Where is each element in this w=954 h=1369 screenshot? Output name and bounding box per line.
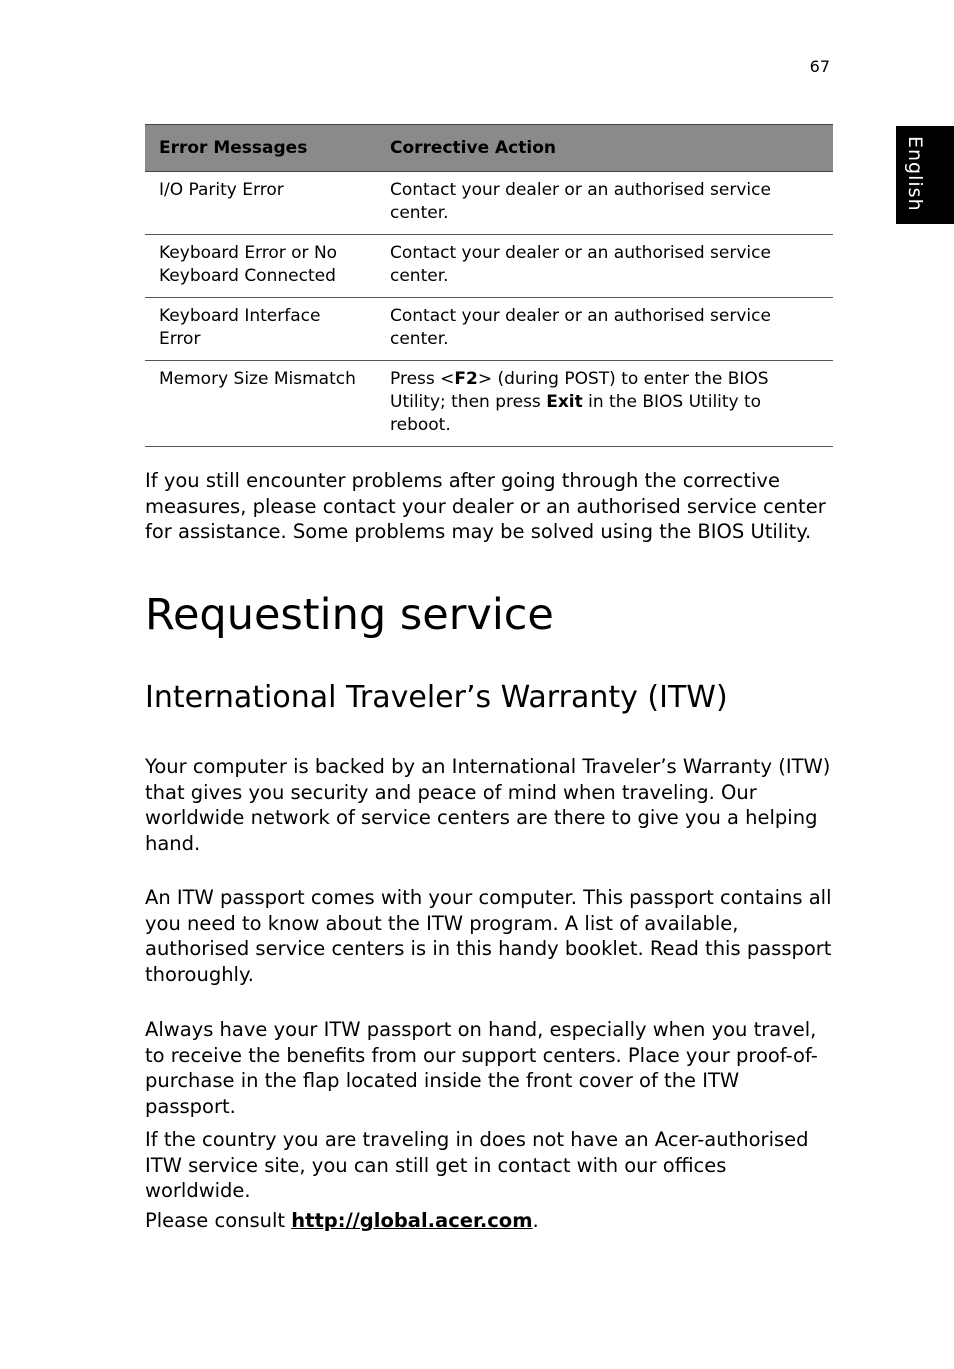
paragraph-no-service-site: If the country you are traveling in does not have an Acer-authorised ITW service site, you can still get in contact with our offices worldwide. xyxy=(145,1128,809,1202)
paragraph-itw-passport: An ITW passport comes with your computer. This passport contains all you need to know about the ITW program. A list of available, authorised service centers is in this handy booklet. Read this passport thoroughly. xyxy=(145,886,832,986)
intro-paragraph: If you still encounter problems after going through the corrective measures, please contact your dealer or an authorised service center for assistance. Some problems may be solved using the BIOS Utility. xyxy=(145,469,826,543)
corrective-action-cell: Contact your dealer or an authorised service center. xyxy=(376,235,833,298)
page-number: 67 xyxy=(809,57,830,76)
key-exit: Exit xyxy=(546,392,583,412)
table-row xyxy=(145,361,833,447)
table-row xyxy=(145,298,833,361)
acer-website-link[interactable]: http://global.acer.com xyxy=(291,1209,533,1232)
paragraph-passport-on-hand: Always have your ITW passport on hand, especially when you travel, to receive the benefits from our support centers. Place your proof-of-purchase in the flap located inside the front cover of the ITW passport. xyxy=(145,1018,818,1118)
action-text: in the BIOS Utility to reboot. xyxy=(390,392,762,435)
corrective-action-cell: Contact your dealer or an authorised service center. xyxy=(376,172,833,235)
error-messages-table xyxy=(145,124,833,447)
table-header-row xyxy=(145,125,833,172)
error-message-cell: I/O Parity Error xyxy=(145,172,376,235)
language-tab-label: English xyxy=(904,136,926,212)
corrective-action-cell: Contact your dealer or an authorised service center. xyxy=(376,298,833,361)
column-header-error-messages: Error Messages xyxy=(145,125,376,172)
column-header-corrective-action: Corrective Action xyxy=(376,125,833,172)
table-row xyxy=(145,172,833,235)
key-f2: F2 xyxy=(454,369,478,389)
error-message-cell: Memory Size Mismatch xyxy=(145,361,376,447)
table-row xyxy=(145,235,833,298)
consult-paragraph xyxy=(145,1208,835,1234)
action-text: Press < xyxy=(390,369,455,389)
consult-prefix: Please consult xyxy=(145,1209,292,1232)
language-tab xyxy=(896,126,954,224)
action-text: > (during POST) to enter the BIOS Utility; then press xyxy=(390,369,769,412)
consult-suffix: . xyxy=(532,1209,539,1232)
corrective-action-cell xyxy=(376,361,833,447)
paragraph-itw-backing: Your computer is backed by an International Traveler’s Warranty (ITW) that gives you security and peace of mind when traveling. Our worldwide network of service centers are there to give you a helping hand. xyxy=(145,755,831,855)
subsection-heading: International Traveler’s Warranty (ITW) xyxy=(145,680,728,715)
error-message-cell: Keyboard Interface Error xyxy=(145,298,376,361)
section-heading: Requesting service xyxy=(145,590,554,640)
error-message-cell: Keyboard Error or No Keyboard Connected xyxy=(145,235,376,298)
